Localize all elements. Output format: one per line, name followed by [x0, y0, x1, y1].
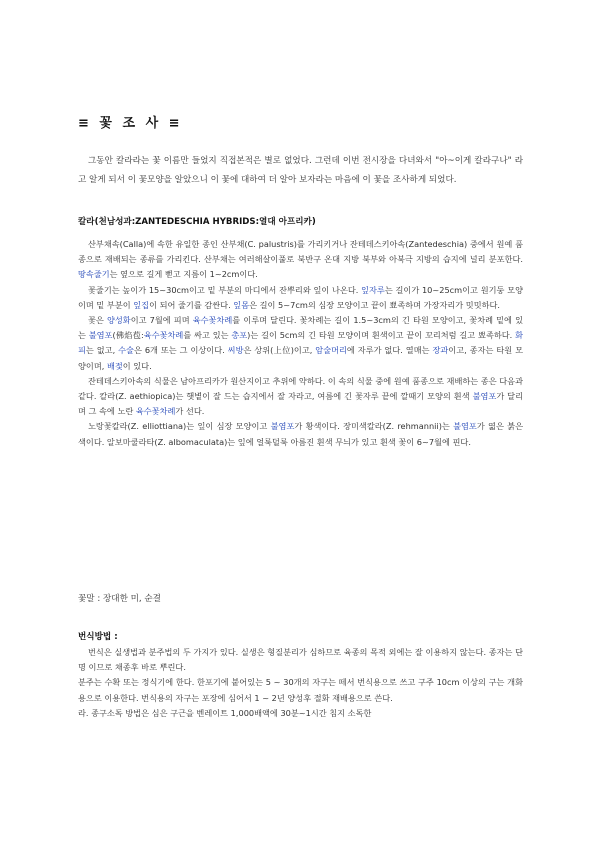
- body-text: 가 엷은 붉은 색이다. 알보마쿨라타(Z. albomaculata)는 잎에 얼룩덜룩 아름진 흰색 무늬가 있고 흰색 꽃이 6~7월에 핀다.: [78, 421, 523, 447]
- body-paragraph: [78, 237, 523, 283]
- body-text: 은 상위(上位)이고,: [243, 345, 316, 356]
- body-text: 에 자루가 없다. 열매는: [346, 345, 433, 356]
- term-link[interactable]: 잎자루: [361, 284, 385, 295]
- term-link[interactable]: 불염포: [472, 391, 497, 402]
- term-link[interactable]: 육수꽃차례: [143, 330, 184, 341]
- body-paragraph: [78, 419, 523, 449]
- propagation-heading: 번식방법 :: [78, 632, 118, 642]
- page-title: ≡ 꽃 조 사 ≡: [78, 116, 183, 131]
- term-link[interactable]: 땅속줄기: [78, 269, 110, 280]
- body-paragraph: [78, 283, 523, 313]
- body-text: 를 이루며 달린다. 꽃차례는 길이 1.5~3cm의 긴 타원 모양이고, 꽃차례 밑에 있는: [78, 315, 523, 341]
- term-link[interactable]: 암술머리: [315, 345, 347, 356]
- term-link[interactable]: 불염포: [270, 421, 295, 432]
- body-text: 이고 7월에 피며: [130, 315, 193, 326]
- section-heading: 칼라(천남성과:ZANTEDESCHIA HYBRIDS:열대 아프리카): [78, 217, 316, 227]
- term-link[interactable]: 양성화: [106, 315, 131, 326]
- propagation-section: [78, 645, 523, 721]
- body-text: 가 달리며 그 속에 노란: [78, 391, 523, 417]
- body-paragraph: [78, 313, 523, 374]
- body-text: 이 있다.: [122, 360, 152, 371]
- term-link[interactable]: 배젖: [106, 360, 123, 371]
- body-text: 가 선다.: [175, 406, 205, 417]
- body-text: 는 길이가 10~25cm이고 원기둥 모양이며 밑 부분이: [78, 284, 523, 310]
- body-text: )는 길이 5cm의 긴 타원 모양이며 흰색이고 끝이 꼬리처럼 길고 뾰족하다.: [247, 330, 516, 341]
- term-link[interactable]: 육수꽃차례: [135, 406, 176, 417]
- body-text: 꽃은: [88, 315, 107, 326]
- term-link[interactable]: 수술: [118, 345, 134, 356]
- body-text: 이 되어 줄기를 감싼다.: [149, 299, 234, 310]
- term-link[interactable]: 씨방: [227, 345, 244, 356]
- flower-language: 꽃말 : 장대한 미, 순결: [78, 594, 161, 604]
- body-text: 산부채속(Calla)에 속한 유일한 종인 산부채(C. palustris)를 가리키거나 잔테데스키아속(Zantedeschia) 중에서 원예 품종으로 재배되는 종류를 가리킨다. 산부채는 여러해살이풀로 북반구 온대 지방 북부와 아북극 지방의 습지에 널리 분포한다.: [78, 239, 523, 265]
- body-text: 는 옆으로 길게 뻗고 지름이 1~2cm이다.: [109, 269, 258, 280]
- intro-section: [78, 152, 523, 190]
- term-link[interactable]: 잎집: [133, 299, 150, 310]
- body-text: 이고, 종자는 타원 모양이며,: [78, 345, 523, 371]
- body-paragraph: [78, 374, 523, 420]
- term-link[interactable]: 육수꽃차례: [192, 315, 233, 326]
- body-text: 는 없고,: [85, 345, 119, 356]
- term-link[interactable]: 불염포: [453, 421, 477, 432]
- term-link[interactable]: 잎몸: [233, 299, 250, 310]
- term-link[interactable]: 화피: [78, 330, 523, 356]
- body-text: 가 황색이다. 장미색칼라(Z. rehmannii)는: [294, 421, 454, 432]
- propagation-paragraph: 번식은 실생법과 분주법의 두 가지가 있다. 실생은 형질분리가 심하므로 육종의 목적 외에는 잘 이용하지 않는다. 종자는 단명 이므로 채종후 바로 뿌린다.: [78, 647, 523, 673]
- description-section: [78, 237, 523, 450]
- body-text: 잔테데스키아속의 식물은 남아프리카가 원산지이고 추위에 약하다. 이 속의 식물 중에 원예 품종으로 재배하는 종은 다음과 같다. 칼라(Z. aethiopica)는 햇볕이 잘 드는 습지에서 잘 자라고, 여름에 긴 꽃자루 끝에 깔때기 모양의 흰색: [78, 375, 523, 402]
- intro-paragraph: 그동안 칼라라는 꽃 이름만 들었지 직접본적은 별로 없었다. 그런데 이번 전시장을 다녀와서 "아~이게 칼라구나" 라고 알게 되서 이 꽃모양을 알았으니 이 꽃에 대하여 더 알아 보자라는 마음에 이 꽃을 조사하게 되었다.: [78, 156, 523, 185]
- body-text: 노랑꽃칼라(Z. elliottiana)는 잎이 심장 모양이고: [88, 421, 271, 432]
- body-text: 를 싸고 있는: [183, 330, 232, 341]
- term-link[interactable]: 불염포: [88, 330, 113, 341]
- term-link[interactable]: 총포: [231, 330, 248, 341]
- body-text: 은 6개 또는 그 이상이다.: [133, 345, 228, 356]
- body-text: 꽃줄기는 높이가 15~30cm이고 밑 부분의 마디에서 잔뿌리와 잎이 나온다.: [88, 284, 362, 295]
- propagation-paragraph: 라. 종구소독 방법은 심은 구근을 벤레이트 1,000배액에 30분~1시간 침지 소독한: [78, 707, 372, 718]
- body-text: (佛焰苞:: [112, 330, 144, 341]
- body-text: 은 길이 5~7cm의 심장 모양이고 끝이 뾰족하며 가장자리가 밋밋하다.: [249, 299, 501, 310]
- propagation-paragraph: 분주는 수확 또는 정식기에 한다. 한포기에 붙어있는 5 ~ 30개의 자구는 떼서 번식용으로 쓰고 구주 10cm 이상의 구는 개화용으로 이용한다. 번식용의 자구는 포장에 심어서 1 ~ 2년 양성후 절화 재배용으로 쓴다.: [78, 677, 523, 703]
- term-link[interactable]: 장과: [432, 345, 449, 356]
